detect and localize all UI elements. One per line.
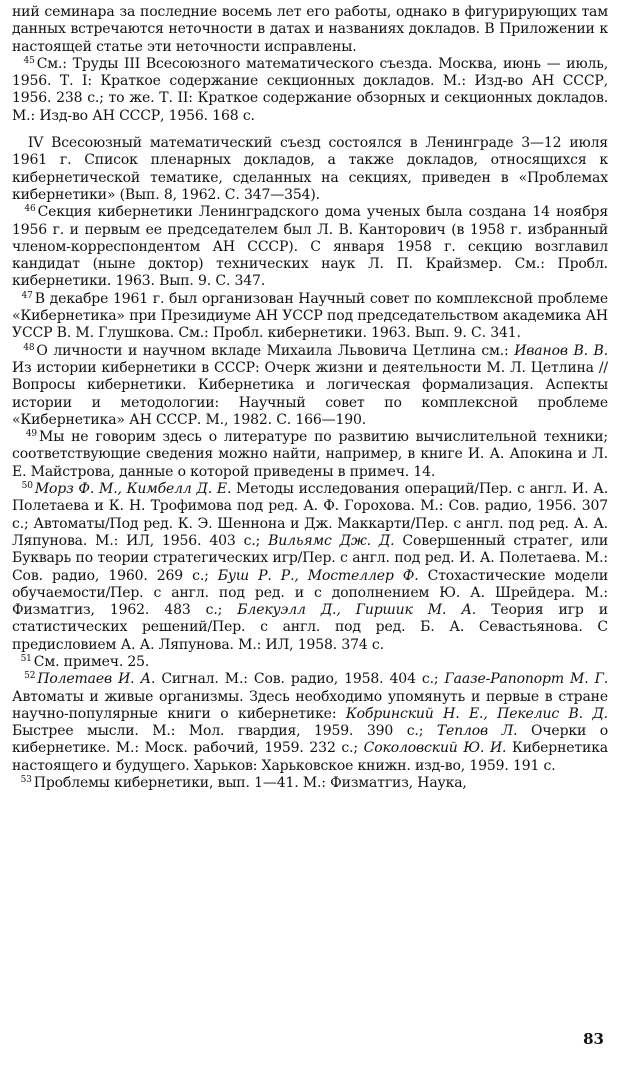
footnote-number: 53 [20,775,32,786]
author-name: Морз Ф. М., Кимбелл Д. Е. [34,481,232,498]
footnote-52: $^{52}$ Полетаев И. А. Сигнал. М.: Сов. радио, 1958. 404 с.; Гаазе-Рапопорт М. Г. Автоматы и живые организмы. Здесь необходимо упомянуть и первые в стране научно-популярные книги о кибернетике: Кобринский Н. Е., Пекелис В. Д. Быстрее мысли. М.: Мол. гвардия, 1959. 390 с.; Теплов Л. Очерки о кибернетике. М.: Моск. рабочий, 1959. 232 с.; Соколовский Ю. И. Кибернетика настоящего и будущего. Харьков: Харьковское книжн. изд-во, 1959. 191 с. [12,671,608,774]
author-name: Соколовский Ю. И. [363,740,507,757]
footnote-47: $^{47}$ В декабре 1961 г. был организован Научный совет по комплексной проблеме «Кибернетика» при Президиуме АН УССР под председательством академика АН УССР В. М. Глушкова. См.: Пробл. кибернетики. 1963. Вып. 9. С. 341. [12,290,608,342]
footnote-45: $^{45}$ См.: Труды III Всесоюзного математического съезда. Москва, июнь — июль, 1956. Т. I: Краткое содержание секционных докладов. М.: Изд-во АН СССР, 1956. 238 с.; то же. Т. II: Краткое содержание обзорных и секционных докладов. М.: Изд-во АН СССР, 1956. 168 с. [12,55,608,124]
page-body [12,4,608,792]
author-name: Полетаев И. А. [37,671,156,688]
footnote-number: 47 [21,290,33,301]
author-name: Буш Р. Р., Мостеллер Ф. [217,567,419,584]
author-name: Вильямс Дж. Д. [268,532,395,549]
footnote-50: $^{50}$ Морз Ф. М., Кимбелл Д. Е. Методы исследования операций/Пер. с англ. И. А. Полетаева и К. Н. Трофимова под ред. А. Ф. Горохова. М.: Сов. радио, 1956. 307 с.; Автоматы/Под ред. К. Э. Шеннона и Дж. Маккарти/Пер. с англ. под ред. А. А. Ляпунова. М.: ИЛ, 1956. 403 с.; Вильямс Дж. Д. Совершенный стратег, или Букварь по теории стратегических игр/Пер. с англ. под ред. И. А. Полетаева. М.: Сов. радио, 1960. 269 с.; Буш Р. Р., Мостеллер Ф. Стохастические модели обучаемости/Пер. с англ. под ред. и с дополнением Ю. А. Шрейдера. М.: Физматгиз, 1962. 483 с.; Блекуэлл Д., Гиршик М. А. Теория игр и статистических решений/Пер. с англ. под ред. Б. А. Севастьянова. С предисловием А. А. Ляпунова. М.: ИЛ, 1958. 374 с. [12,481,609,653]
author-name: Иванов В. В. [514,342,608,359]
author-name: Гаазе-Рапопорт М. Г. [444,671,608,688]
footnote-51: $^{51}$ См. примеч. 25. [20,653,150,670]
footnote-46: $^{46}$ Секция кибернетики Ленинградского дома ученых была создана 14 ноября 1956 г. и первым ее председателем был Л. В. Канторович (в 1958 г. избранный членом-корреспондентом АН СССР). С января 1958 г. секцию возглавил кандидат (ныне доктор) технических наук Л. П. Крайзмер. См.: Пробл. кибернетики. 1963. Вып. 9. С. 347. [12,204,609,290]
footnote-48: $^{48}$ О личности и научном вкладе Михаила Львовича Цетлина см.: Иванов В. В. Из истории кибернетики в СССР: Очерк жизни и деятельности М. Л. Цетлина // Вопросы кибернетики. Кибернетика и логическая формализация. Аспекты истории и методологии: Научный совет по комплексной проблеме «Кибернетика» АН СССР. М., 1982. С. 166—190. [12,342,608,428]
footnote-number: 50 [21,481,33,492]
author-name: Кобринский Н. Е., Пекелис В. Д. [345,705,608,722]
author-name: Блекуэлл Д., Гиршик М. А. [237,602,477,619]
footnote-number: 49 [25,429,38,440]
footnote-number: 52 [24,671,36,682]
author-name: Теплов Л. [436,723,518,740]
footnote-number: 45 [23,55,35,66]
footnote-number: 48 [23,342,35,353]
paragraph-continuation: ний семинара за последние восемь лет его работы, однако в фигурирующих там данных встречаются неточности в датах и названиях докладов. В Приложении к настоящей статье эти неточности исправлены. [12,4,608,55]
footnote-45-continued: IV Всесоюзный математический съезд состоялся в Ленинграде 3—12 июля 1961 г. Список пленарных докладов, а также докладов, относящихся к кибернетической тематике, сделанных на секциях, приведен в «Проблемах кибернетики» (Вып. 8, 1962. С. 347—354). [12,135,608,203]
footnote-number: 51 [20,653,32,664]
footnote-number: 46 [24,204,36,215]
footnote-53: $^{53}$ Проблемы кибернетики, вып. 1—41. М.: Физматгиз, Наука, [20,775,467,792]
footnote-49: $^{49}$ Мы не говорим здесь о литературе по развитию вычислительной техники; соответствующие сведения можно найти, например, в книге И. А. Апокина и Л. Е. Майстрова, данные о которой приведены в примеч. 14. [12,429,608,480]
page-number: 83 [583,1030,604,1048]
